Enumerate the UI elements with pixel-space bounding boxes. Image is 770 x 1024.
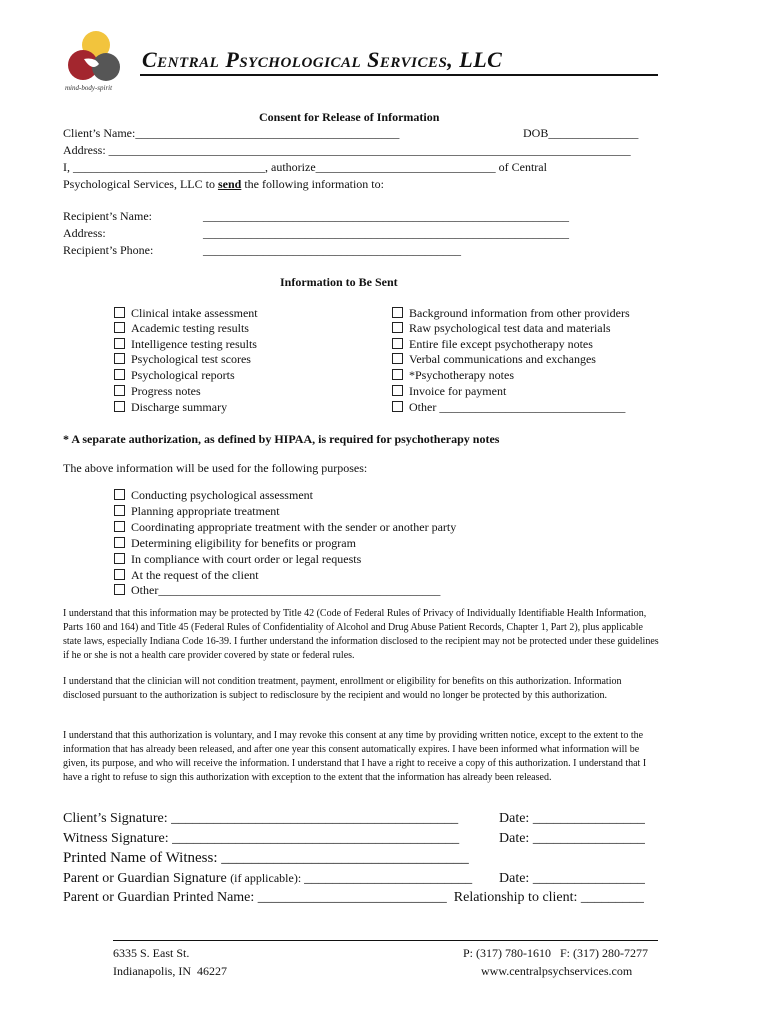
printed-witness-field[interactable]: Printed Name of Witness: _________________________________ [63, 850, 469, 866]
logo-tagline: mind-body-spirit [65, 84, 113, 92]
client-name-field[interactable]: Client’s Name:____________________________________________ [63, 126, 400, 140]
condition-paragraph: I understand that the clinician will not condition treatment, payment, enrollment or eligibility for benefits on this authorization. Information disclosed pursuant to the authorization is subject to redisclosure by the recipient and would no longer be protected by this authorization. [63, 676, 622, 701]
checkbox-icon [114, 385, 125, 396]
recipient-name-label: Recipient’s Name: [63, 209, 152, 223]
purpose-item-3[interactable]: Determining eligibility for benefits or program [114, 536, 356, 550]
footer-address-line2: Indianapolis, IN 46227 [113, 964, 227, 978]
send-word: send [217, 177, 242, 191]
checkbox-icon [114, 537, 125, 548]
footer-phone: P: (317) 780-1610 F: (317) 280-7277 [463, 946, 648, 960]
checkbox-icon [114, 569, 125, 580]
checkbox-icon [114, 505, 125, 516]
info-heading: Information to Be Sent [280, 275, 398, 289]
info-item-left-3[interactable]: Psychological test scores [114, 352, 251, 366]
purpose-item-2[interactable]: Coordinating appropriate treatment with the sender or another party [114, 520, 456, 534]
checkbox-icon [114, 584, 125, 595]
authorize-line[interactable]: I, ________________________________, authorize______________________________ of Central [63, 160, 547, 174]
checkbox-icon [392, 338, 403, 349]
header-rule [140, 74, 658, 76]
witness-signature-field[interactable]: Witness Signature: _________________________________________ [63, 831, 460, 846]
parent-printed-field[interactable]: Parent or Guardian Printed Name: ___________________________ Relationship to client: _________ [63, 890, 644, 905]
recipient-phone-field[interactable]: ___________________________________________ [203, 243, 461, 257]
checkbox-icon [392, 385, 403, 396]
footer-website[interactable]: www.centralpsychservices.com [481, 964, 633, 978]
checkbox-icon [114, 338, 125, 349]
info-item-left-6[interactable]: Discharge summary [114, 400, 227, 414]
info-item-left-2[interactable]: Intelligence testing results [114, 337, 257, 351]
info-item-right-1[interactable]: Raw psychological test data and materials [392, 321, 611, 335]
client-date-field[interactable]: Date: ________________ [499, 811, 645, 826]
witness-date-field[interactable]: Date: ________________ [499, 831, 645, 846]
info-item-right-5[interactable]: Invoice for payment [392, 384, 506, 398]
info-item-right-6[interactable]: Other _______________________________ [392, 400, 625, 414]
company-logo [62, 28, 126, 86]
checkbox-icon [114, 489, 125, 500]
checkbox-icon [114, 369, 125, 380]
privacy-paragraph: I understand that this information may be protected by Title 42 (Code of Federal Rules of Privacy of Individually Identifiable Health Information, Parts 160 and 164) and Title 45 (Federal Rules of Confidentiality of Alcohol and Drug Abuse Patient Records, Chapter 1, Part 2), plus applicable state laws, especially Indiana Code 16-39. I further understand the information disclosed to the recipient may not be protected under these guidelines if he or she is not a health care provider covered by state or federal rules. [63, 608, 659, 661]
hipaa-note: * A separate authorization, as defined by HIPAA, is required for psychotherapy notes [63, 432, 500, 446]
checkbox-icon [392, 353, 403, 364]
logo-gray-circle [92, 53, 120, 81]
info-item-left-1[interactable]: Academic testing results [114, 321, 249, 335]
send-line: Psychological Services, LLC to send the following information to: [63, 177, 384, 191]
info-item-left-4[interactable]: Psychological reports [114, 368, 235, 382]
checkbox-icon [392, 322, 403, 333]
recipient-address-label: Address: [63, 226, 106, 240]
purpose-item-0[interactable]: Conducting psychological assessment [114, 488, 313, 502]
info-item-left-0[interactable]: Clinical intake assessment [114, 306, 258, 320]
org-name: Central Psychological Services, LLC [142, 47, 503, 72]
checkbox-icon [114, 401, 125, 412]
parent-signature-field[interactable]: Parent or Guardian Signature (if applicable): ________________________ [63, 871, 473, 886]
form-title: Consent for Release of Information [259, 110, 440, 124]
checkbox-icon [392, 401, 403, 412]
parent-date-field[interactable]: Date: ________________ [499, 871, 645, 886]
footer-address-line1: 6335 S. East St. [113, 946, 190, 960]
checkbox-icon [114, 353, 125, 364]
info-item-left-5[interactable]: Progress notes [114, 384, 201, 398]
dob-field[interactable]: DOB_______________ [523, 126, 639, 140]
checkbox-icon [392, 307, 403, 318]
purpose-item-4[interactable]: In compliance with court order or legal requests [114, 552, 361, 566]
footer-rule [113, 940, 658, 941]
recipient-phone-label: Recipient’s Phone: [63, 243, 154, 257]
purpose-item-5[interactable]: At the request of the client [114, 568, 259, 582]
info-item-right-2[interactable]: Entire file except psychotherapy notes [392, 337, 593, 351]
purpose-item-1[interactable]: Planning appropriate treatment [114, 504, 280, 518]
recipient-name-field[interactable]: _____________________________________________________________ [203, 209, 569, 223]
client-signature-field[interactable]: Client’s Signature: _________________________________________ [63, 811, 459, 826]
recipient-address-field[interactable]: _____________________________________________________________ [203, 226, 569, 240]
checkbox-icon [114, 553, 125, 564]
info-item-right-3[interactable]: Verbal communications and exchanges [392, 352, 596, 366]
info-item-right-0[interactable]: Background information from other providers [392, 306, 630, 320]
address-field[interactable]: Address: _______________________________________________________________________________________ [63, 143, 631, 157]
voluntary-paragraph: I understand that this authorization is voluntary, and I may revoke this consent at any time by providing written notice, except to the extent to the information that has already been released, and after one year this consent automatically expires. I have been informed what information will be given, its purpose, and who will receive the information. I understand that I have a right to receive a copy of this authorization. I understand that I have a right to refuse to sign this authorization with exception to the extent that the information has already been released. [63, 730, 647, 783]
info-item-right-4[interactable]: *Psychotherapy notes [392, 368, 514, 382]
purpose-item-6[interactable]: Other_______________________________________________ [114, 583, 440, 597]
checkbox-icon [392, 369, 403, 380]
checkbox-icon [114, 521, 125, 532]
purposes-intro: The above information will be used for the following purposes: [63, 461, 368, 475]
checkbox-icon [114, 322, 125, 333]
checkbox-icon [114, 307, 125, 318]
